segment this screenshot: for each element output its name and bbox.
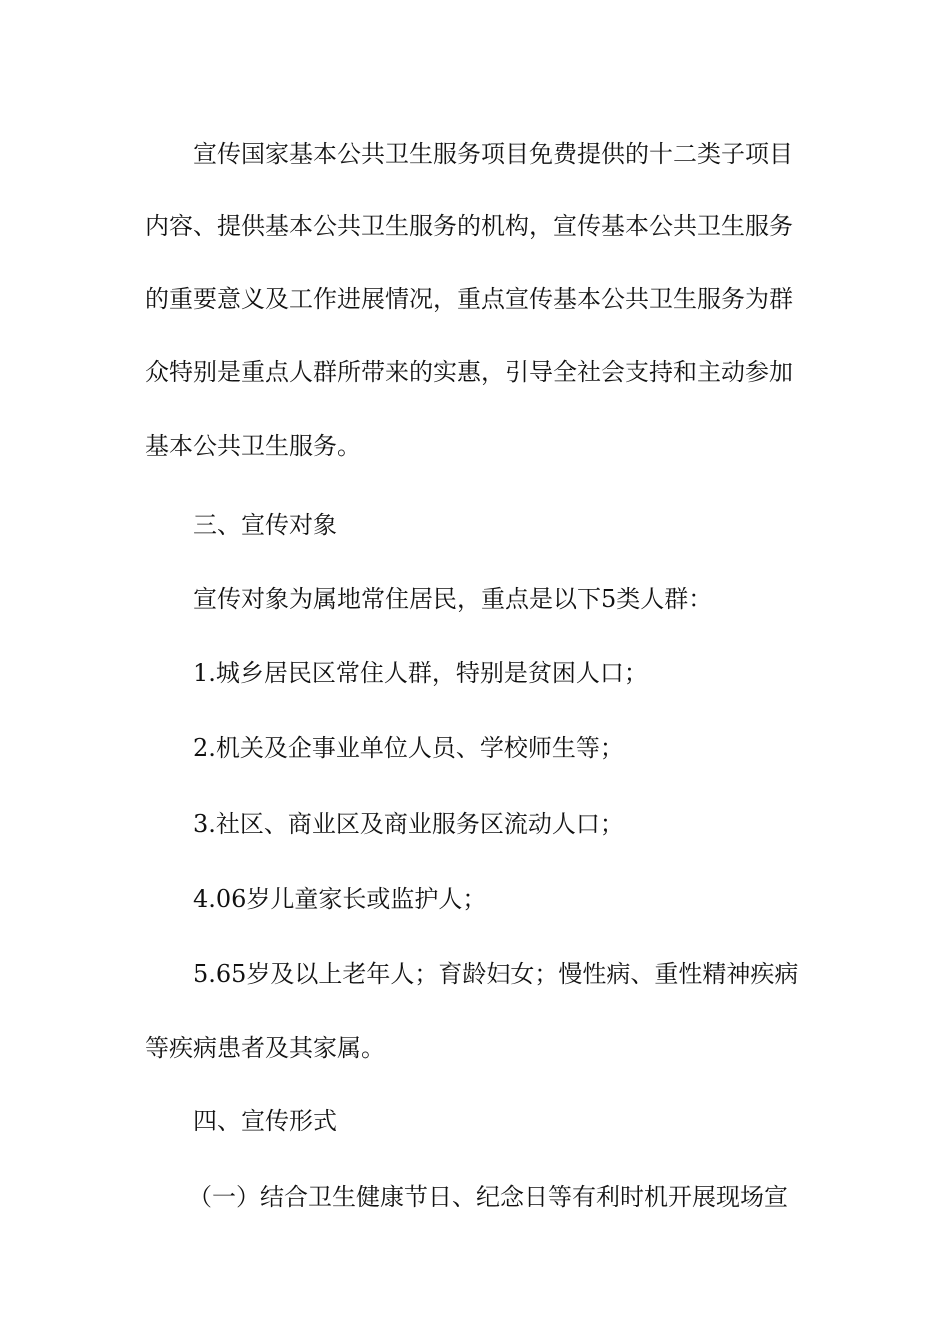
paragraph-line: 宣传国家基本公共卫生服务项目免费提供的十二类子项目 [193,140,793,168]
paragraph-line: 众特别是重点人群所带来的实惠，引导全社会支持和主动参加 [145,358,793,386]
list-item-continuation: 等疾病患者及其家属。 [145,1034,385,1062]
paragraph-line: 内容、提供基本公共卫生服务的机构，宣传基本公共卫生服务 [145,212,793,240]
list-item: 1.城乡居民区常住人群，特别是贫困人口； [193,659,648,687]
list-item: 4.06岁儿童家长或监护人； [193,885,487,913]
list-item: 2.机关及企事业单位人员、学校师生等； [193,734,624,762]
list-item: 5.65岁及以上老年人；育龄妇女；慢性病、重性精神疾病 [193,960,799,988]
section-heading: 四、宣传形式 [193,1107,337,1135]
list-item: 3.社区、商业区及商业服务区流动人口； [193,810,624,838]
paragraph-line: （一）结合卫生健康节日、纪念日等有利时机开展现场宣 [188,1183,788,1211]
paragraph-line: 基本公共卫生服务。 [145,432,361,460]
paragraph-line: 的重要意义及工作进展情况，重点宣传基本公共卫生服务为群 [145,285,793,313]
section-heading: 三、宣传对象 [193,511,337,539]
paragraph-line: 宣传对象为属地常住居民，重点是以下5类人群： [193,585,713,613]
